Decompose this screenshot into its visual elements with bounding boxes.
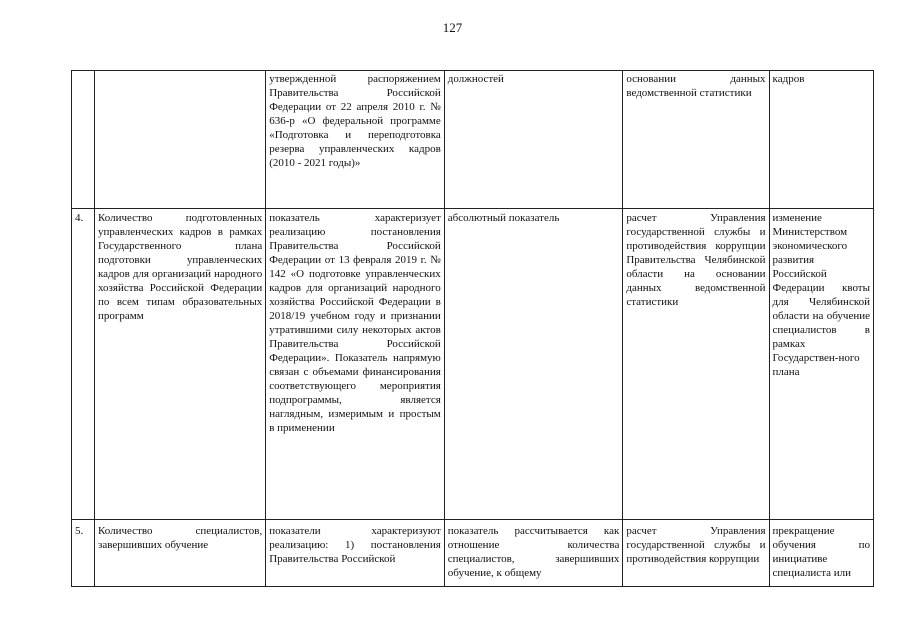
calculation-method: должностей bbox=[444, 71, 623, 209]
indicator-name: Количество специалистов, завершивших обучение bbox=[94, 520, 265, 587]
data-source: основании данных ведомственной статистики bbox=[623, 71, 769, 209]
indicators-table bbox=[71, 70, 874, 587]
table-row bbox=[72, 71, 874, 209]
row-number: 5. bbox=[72, 520, 95, 587]
data-source: расчет Управления государственной службы и противодействия коррупции Правительства Челябинской области на основании данных ведомственной статистики bbox=[623, 209, 769, 520]
indicator-basis: утвержденной распоряжением Правительства Российской Федерации от 22 апреля 2010 г. № 636-р «О федеральной программе «Подготовка и переподготовка резерва управленческих кадров (2010 - 2021 годы)» bbox=[266, 71, 445, 209]
row-number: 4. bbox=[72, 209, 95, 520]
indicator-name: Количество подготовленных управленческих кадров в рамках Государственного плана подготовки управленческих кадров для организаций народного хозяйства Российской Федерации по всем типам образовательных программ bbox=[94, 209, 265, 520]
page-number: 127 bbox=[442, 20, 463, 35]
table-row bbox=[72, 520, 874, 587]
risk-factors: изменение Министерством экономического развития Российской Федерации квоты для Челябинской области на обучение специалистов в рамках Государствен-ного плана bbox=[769, 209, 873, 520]
indicator-name bbox=[94, 71, 265, 209]
calculation-method: абсолютный показатель bbox=[444, 209, 623, 520]
indicator-basis: показатели характеризуют реализацию: 1) постановления Правительства Российской bbox=[266, 520, 445, 587]
table-row bbox=[72, 209, 874, 520]
calculation-method: показатель рассчитывается как отношение количества специалистов, завершивших обучение, к общему bbox=[444, 520, 623, 587]
risk-factors: прекращение обучения по инициативе специалиста или bbox=[769, 520, 873, 587]
data-source: расчет Управления государственной службы и противодействия коррупции bbox=[623, 520, 769, 587]
indicator-basis: показатель характеризует реализацию постановления Правительства Российской Федерации от 13 февраля 2019 г. № 142 «О подготовке управленческих кадров для организаций народного хозяйства Российской Федерации в 2018/19 учебном году и признании утратившими силу некоторых актов Правительства Российской Федерации». Показатель напрямую связан с объемами финансирования соответствующего мероприятия подпрограммы, является наглядным, измеримым и простым в применении bbox=[266, 209, 445, 520]
row-number bbox=[72, 71, 95, 209]
risk-factors: кадров bbox=[769, 71, 873, 209]
